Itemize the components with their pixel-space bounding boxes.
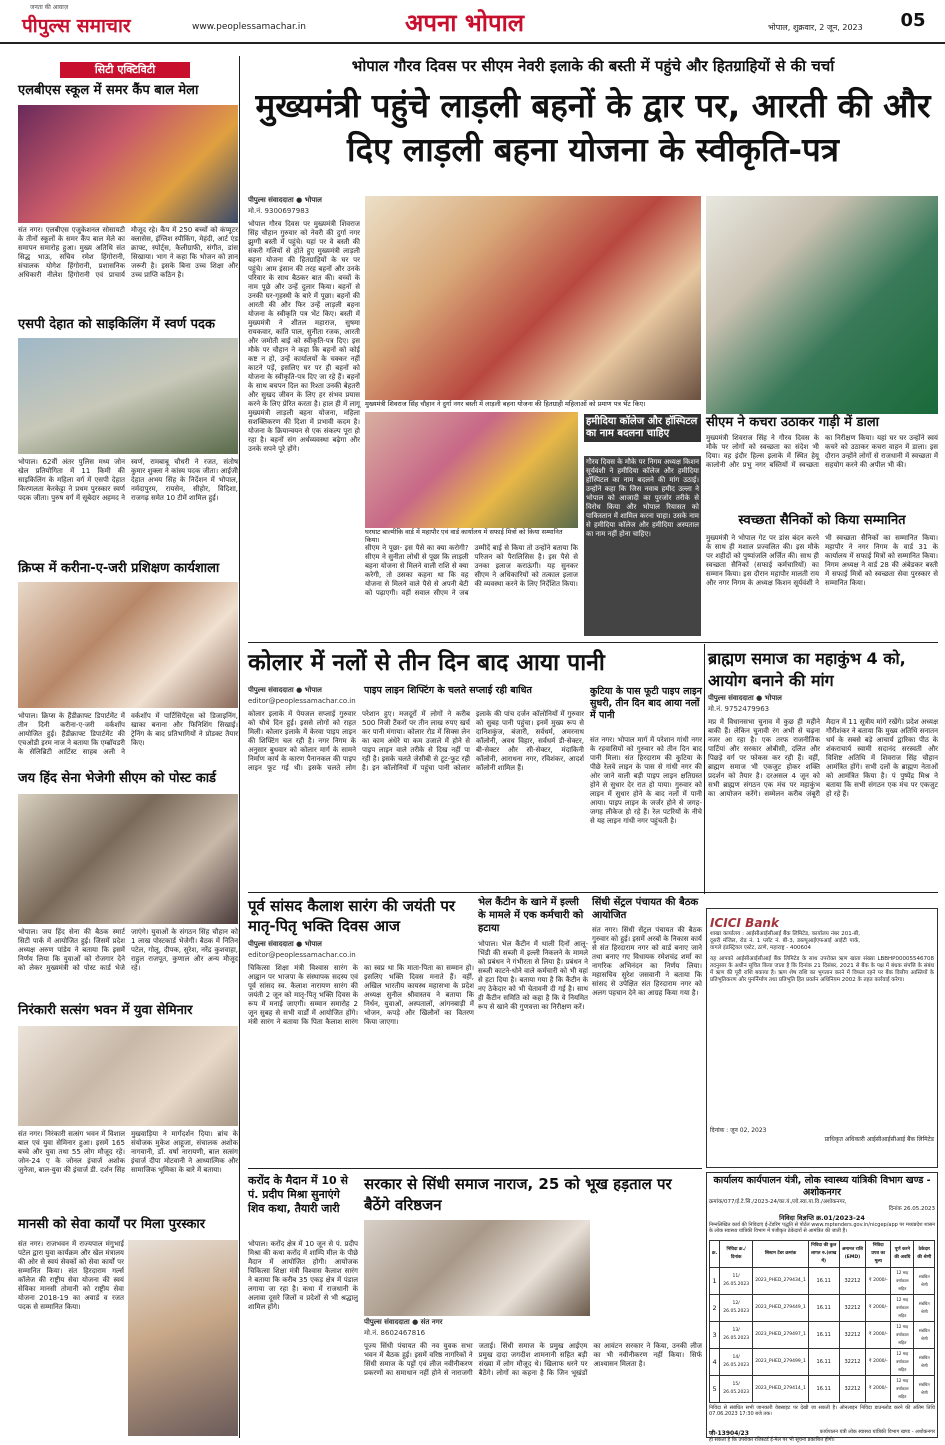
gandhi-nagar-title: कुटिया के पास फूटी पाइप लाइन सुधरी, तीन दिन बाद आया नलों में पानी [590,686,702,721]
canteen-text: भोपाल। भेल कैंटीन में थाली दिनों आलू-भिंडी की सब्जी में इल्ली निकलने के मामले को प्रबंधन ने गंभीरता से लिया है। प्रबंधन ने सब्जी काटने-धोने वाले कर्मचारी को भी वहां से हटा दिया है। बताया गया है कि कैंटीन के नए ठेकेदार को भी चेतावनी दी गई है। साथ ही कैंटीन समिति को कहा है कि वे नियमित रूप से खाने की गुणवत्ता का निरीक्षण करें। [478,940,588,1011]
cell-fee: ₹ 2000/- [866,1295,891,1322]
mansi-award-photo [128,1240,238,1436]
cell-period: 12 माह वर्षाकाल सहित [891,1322,914,1349]
brand-tagline: जनता की आवाज़ [30,4,69,11]
cell-system: 2023_PHED_279434_1 [753,1268,809,1295]
tender-notice-number: निविदा विज्ञप्ति क्र.01/2023-24 [779,1214,865,1222]
cell-cost: 16.11 [808,1349,839,1376]
lead-text: भोपाल गौरव दिवस पर मुख्यमंत्री शिवराज सिंह चौहान गुरुवार को नेवरी की दुर्गा नगर झुग्गी बस्ती में पहुंचे। यहां पर वे बस्ती की संकरी गलियों से होते हुए मुख्यमंत्री लाड़ली बहना योजना की हितग्राहियों के घर पर पहुंचे। आम इंसान की तरह बहनों और उनके परिवार के साथ बैठकर बात की। बच्चों के नाम पूछे और उन्हें दुलार किया। बहनों से उनकी घर-गृहस्थी के बारे में पूछा। बहनों की आरती की और फिर उन्हें लाड़ली बहना योजना के स्वीकृति पत्र भेंट किए। बस्ती में मुख्यमंत्री ने शीतल महाराज, सुषमा रायकवार, कांति पाल, सुनीता रजक, आरती और जमोती बाई को स्वीकृति-पत्र दिए। इस मौके पर चौहान ने कहा कि बहनों को कोई कष्ट न हो, उन्हें कार्यालयों के चक्कर नहीं काटने पड़ें, इसलिए घर पर ही बहनों को योजना के स्वीकृति-पत्र दिए जा रहे हैं। बहनों के साथ बचपन दिल का रिश्ता उनकी बेहतरी और सुखद जीवन के लिए हर संभव प्रयास करने के लिए प्रेरित करता है। हाल ही में लागू मुख्यमंत्री लाड़ली बहना योजना, महिला सशक्तिकरण की दिशा में प्रभावी कदम है। योजना के क्रियान्वयन से एक संकल्प पूरा हो रहा है। बहनों संग अर्थव्यवस्था बढ़ेगा और उनके सपने पूरे होंगे। [248,220,360,453]
nirankari-photo [18,1026,238,1126]
karond-headline: करोंद के मैदान में 10 से पं. प्रदीप मिश्रा सुनाएंगे शिव कथा, तैयारी जारी [248,1174,348,1215]
lead-byline: पीपुल्स संवाददाता ● भोपाल [248,196,322,204]
table-row [710,1295,935,1322]
left-story-5-text: संत नगर। निरंकारी सत्संग भवन में विशाल बाल एवं युवा सेमिनार हुआ। इसमें 165 बच्चे और युवा तथा 55 लोग मौजूद रहे। जोन-24 ए के जोनल इंचार्ज अशोक जुनेजा, बाल-युवा की इंचार्ज डी. दर्शन सिंह मुखवाड़िया ने मार्गदर्शन दिया। ब्रांच के संयोजक मुकेश आहूजा, संचालक अशोक नागवानी, डॉ. वर्षा नारायणी, बाल सत्संग इंचार्ज दीपा मोटवानी ने आध्यात्मिक और सामाजिक भूमिका के बारे में बताया। [18,1130,238,1174]
tender-table [709,1240,935,1403]
cell-no: 5 [710,1376,720,1403]
tender-footer: निविदा से संबंधित सभी जानकारी वेबसाइट पर देखी जा सकती है। ऑनलाइन निविदा डाउनलोड करने की अंतिम तिथि 07.06.2023 17:30 बजे तक। [709,1405,935,1417]
left-story-1-title: एलबीएस स्कूल में समर कैंप बाल मेला [18,83,199,98]
cell-fee: ₹ 2000/- [866,1376,891,1403]
crips-workshop-photo [18,582,238,708]
canteen-title: भेल कैंटीन के खाने में इल्ली के मामले में एक कर्मचारी को हटाया [478,897,584,934]
tender-bottom: हो सकता है कि उपरोक्त रजिस्टर्ड ई-मेल पर भी सूचना प्रकाशित होगी। [709,1437,835,1443]
kailash-headline: पूर्व सांसद कैलाश सारंग की जयंती पर मातृ-पितृ भक्ति दिवस आज [248,897,456,935]
sindhi-headline: सरकार से सिंधी समाज नाराज, 25 को भूख हड़ताल पर बैठेंगे वरिष्ठजन [364,1175,672,1214]
cell-no: 2 [710,1295,720,1322]
table-row [710,1349,935,1376]
table-row [710,1322,935,1349]
cell-category: संबंधित श्रेणी [914,1268,935,1295]
brahmin-headline: ब्राह्मण समाज का महाकुंभ 4 को, आयोग बनाने की मांग [708,649,906,690]
cell-notice: 13/ 26.05.2023 [720,1322,753,1349]
brahmin-byline: पीपुल्स संवाददाता ● भोपाल [708,694,782,702]
cell-system: 2023_PHED_279499_1 [753,1349,809,1376]
kailash-text: चिकित्सा शिक्षा मंत्री विश्वास सारंग के आह्वान पर भाजपा के संस्थापक सदस्य एवं पूर्व सांसद स्व. कैलाश नारायण सारंग की जयंती 2 जून को मातृ-पितृ भक्ति दिवस के रूप में मनाई जाएगी। सम्मान समारोह 2 जून सुबह से सभी वार्डों में आयोजित होंगे। मंत्री सारंग ने बताया कि पिता कैलाश सारंग का स्वप्न था कि माता-पिता का सम्मान हो। इसलिए भक्ति दिवस मनाते हैं। वहीं, अखिल भारतीय कायस्थ महासभा के प्रदेश अध्यक्ष सुनील श्रीवास्तव ने बताया कि निर्धन, युवाओं, अस्पतालों, आंगनबाड़ी में भोजन, कपड़े और खिलौनों का वितरण किया जाएगा। [248,964,474,1026]
icici-date: दिनांक : जून 02, 2023 [710,1127,767,1134]
section-title: अपना भोपाल [405,8,525,37]
sindhi-meeting-photo [364,1220,590,1316]
cell-category: संबंधित श्रेणी [914,1349,935,1376]
col-emd: अमानत राशि (EMD) [839,1241,866,1268]
cell-notice: 15/ 26.05.2023 [720,1376,753,1403]
left-story-5-title: निरंकारी सत्संग भवन में युवा सेमिनार [18,1003,193,1018]
cm-garbage-title: सीएम ने कचरा उठाकर गाड़ी में डाला [706,415,880,430]
cell-no: 4 [710,1349,720,1376]
cell-category: संबंधित श्रेणी [914,1322,935,1349]
sainik-title: स्वच्छता सैनिकों को किया सम्मानित [738,513,906,528]
sindhi-text: पूज्य सिंधी पंचायत की नव युवक सभा भवन में बैठक हुई। इसमें वरिष्ठ नागरिकों ने सिंधी समाज के पट्टों एवं लीज नवीनीकरण प्रकरणों का समाधान नहीं होने से नाराजगी जताई। सिंधी समाज के प्रमुख आईएम प्रमुख दादा जगदीश शामनानी सहित बड़ी संख्या में लोग मौजूद थे। खिलाफ धरने पर बैठेंगे। लोगों का कहना है कि जिन भूखंडों का आवंटन सरकार ने किया, उनकी लीज का भी नवीनीकरण नहीं किया। सिर्फ आश्वासन मिलता है। [364,1342,702,1377]
lead-headline: मुख्यमंत्री पहुंचे लाड़ली बहनों के द्वार पर, आरती की और दिए लाड़ली बहना योजना के स्वीकृति-पत्र [255,86,931,169]
cm-aarti-photo [365,196,701,400]
dateline: भोपाल, शुक्रवार, 2 जून, 2023 [768,23,863,32]
col-no: क्र. [710,1241,720,1268]
tender-ref-date: दिनांक 26.05.2023 [888,1206,935,1212]
hamidia-text: गौरव दिवस के मौके पर निगम अध्यक्ष किशन सूर्यवंशी ने हमीदिया कॉलेज और हमीदिया हॉस्पिटल का नाम बदलने की मांग उठाई। उन्होंने कहा कि जिस नवाब हमीद उल्ला ने भोपाल को आजादी का पुरजोर तरीके से विरोध किया और भोपाल रियासत को पाकिस्तान में शामिल करना चाहा। उसके नाम से हमीदिया कॉलेज और हमीदिया अस्पताल का नाम नहीं होना चाहिए। [584,456,701,636]
cell-notice: 12/ 26.05.2023 [720,1295,753,1322]
left-story-3-title: क्रिप्स में करीना-ए-जरी प्रशिक्षण कार्यशाला [18,561,220,576]
left-story-1-text: संत नगर। एलबीएस एजुकेशनल सोसायटी के तीनों स्कूलों के समर कैंप बाल मेले का समापन समारोह हुआ। मुख्य अतिथि संत सिद्ध भाऊ, सचिव रमेश हिंगोरानी, संचालक योगेश हिंगोरानी, प्रशासनिक अधिकारी नीलेश हिंगोरानी एवं प्राचार्य मौजूद रहे। कैंप में 250 बच्चों को कंप्यूटर क्लासेस, इंग्लिश स्पीकिंग, मेहंदी, आर्ट एंड क्राफ्ट, स्पोर्ट्स, कैलीग्राफी, संगीत, डांस सिखाया। भाग ने कहा कि भोजन को ज्ञान जरूरी है। इसके बिना उच्च शिक्षा और उच्च प्राप्ति कठिन है। [18,226,238,279]
cell-category: संबंधित श्रेणी [914,1376,935,1403]
mayor-felicitation-photo [365,412,578,528]
tender-notice [706,1172,938,1443]
cell-period: 12 माह वर्षाकाल सहित [891,1295,914,1322]
col-notice: निविदा क्र./ दिनांक [720,1241,753,1268]
table-row [710,1268,935,1295]
cell-emd: 32212 [839,1322,866,1349]
city-tag: सिटी एक्टिविटी [60,62,190,78]
cell-emd: 32212 [839,1268,866,1295]
hamidia-title: हमीदिया कॉलेज और हॉस्पिटल का नाम बदलना चाहिए [584,414,701,442]
lead-photo2-caption: घरघाट बाल्मीकि वार्ड में महापौर एवं वार्ड कार्यालय में सफाई मित्रों को किया सम्मानित किया। [365,528,578,538]
cell-category: संबंधित श्रेणी [914,1295,935,1322]
cell-notice: 11/ 26.05.2023 [720,1268,753,1295]
kolar-byline: पीपुल्स संवाददाता ● भोपाल [248,686,322,694]
sindhi-meeting-title: सिंधी सेंट्रल पंचायत की बैठक आयोजित [592,897,699,921]
cell-emd: 32212 [839,1376,866,1403]
brahmin-mobile: मो.नं. 9752479963 [708,705,770,713]
lead-mobile: मो.नं. 9300697983 [248,207,310,215]
sindhi-byline: पीपुल्स संवाददाता ● संत नगर [364,1318,443,1326]
lead-photo-caption: मुख्यमंत्री शिवराज सिंह चौहान ने दुर्गा नगर बस्ती में लाड़ली बहना योजना की हितग्राही महिलाओं को प्रमाण पत्र भेंट किए। [365,400,701,410]
cell-fee: ₹ 2000/- [866,1322,891,1349]
icici-head: शाखा कार्यालय : आईसीआईसीआई बैंक लिमिटेड, कार्यालय नंबर 201-बी, दूसरी मंजिल, रोड नं. 1 प्लॉट नं. बी-3, डब्ल्यूआईएफआई आईटी पार्क, वागले इंडस्ट्रियल एस्टेट, ठाणे, महाराष्ट्र - 400604 [710,931,860,951]
sainik-text: मुख्यमंत्री ने भोपाल गेट पर डांस बंदन करने के साथ ही मशाल प्रज्वलित की। इस मौके पर शहीदों को पुष्पांजलि अर्जित की। साथ ही स्वच्छता सैनिकों (सफाई कर्मचारियों) का सम्मान किया। इस दौरान महापौर मालती राय और नगर निगम के अध्यक्ष किशन सूर्यवंशी ने भी स्वच्छता सैनिकों का सम्मानित किया। महापौर ने नगर निगम के वार्ड 31 के कार्यालय में सफाई मित्रों को सम्मानित किया। निगम अध्यक्ष ने वार्ड 28 की अंबेडकर बस्ती में सफाई मित्रों को स्वच्छता सेवा पुरस्कार से सम्मानित किया। [706,534,938,587]
col-cost: निविदा की कुल लागत रु.(लाख में) [808,1241,839,1268]
col-fee: निविदा प्रपत्र का मूल्य [866,1241,891,1268]
kolar-subhead: पाइप लाइन शिफ्टिंग के चलते सप्लाई रही बाधित [364,685,532,696]
icici-logo: ICICI Bank [710,916,779,930]
left-story-4-text: भोपाल। जय हिंद सेना की बैठक स्मार्ट सिटी पार्क में आयोजित हुई। जिसमें प्रदेश अध्यक्ष अरुण पांडेय ने बताया कि इसमें निर्णय लिया कि युवाओं को रोजगार देने को लेकर मुख्यमंत्री को पोस्ट कार्ड भेजे जाएंगे। युवाओं के संगठन सिंह चौहान को 1 लाख पोस्टकार्ड भेजेगी। बैठक में नितिन पटेल, गोलू, दीपक, सुरेश, नरेंद्र कुशवाहा, राहुल राजपूत, कुणाल और अन्य मौजूद रहे। [18,928,238,972]
masthead [0,0,945,44]
tender-table-header [710,1241,935,1268]
site-url[interactable]: www.peoplessamachar.in [192,22,306,32]
left-story-4-title: जय हिंद सेना भेजेगी सीएम को पोस्ट कार्ड [18,771,217,786]
col-period: पूर्ण करने की अवधि [891,1241,914,1268]
kolar-email[interactable]: editor@peoplessamachar.co.in [248,697,356,705]
brahmin-text: मप्र में विधानसभा चुनाव में कुछ ही महीने बाकी हैं। लेकिन चुनावी रंग अभी से चढ़ना नजर आ रहा है। एक तरफ राजनीतिक पार्टियां और सरकार ओबीसी, दलित और पिछड़े वर्ग पर फोकस कर रही हैं। वहीं, ब्राह्मण समाज भी एकजुट होकर शक्ति प्रदर्शन को तैयार है। दरअसल 4 जून को सभी ब्राह्मण संगठन एक मंच पर महाकुंभ का आयोजन करेंगे। सम्मेलन करीब जंबूरी मैदान में 11 सूत्रीय मांगें रखेंगे। प्रदेश अध्यक्ष गौरीशंकर ने बताया कि मुख्य अतिथि सनातन धर्म के सबसे बड़े आचार्य द्वारिका पीठ के शंकराचार्य स्वामी सदानंद सरस्वती और विशिष्ट अतिथि में शिवराज सिंह चौहान आमंत्रित होंगे। सभी दलों के ब्राह्मण नेताओं को आमंत्रित किया है। पं पुष्पेंद्र मिश्र ने बताया कि सभी संगठन एक मंच पर एकजुट हो रहे हैं। [708,718,938,798]
cycling-photo [18,338,238,454]
cell-system: 2023_PHED_279449_1 [753,1295,809,1322]
summer-camp-photo [18,105,238,223]
tender-intro: निम्नलिखित कार्य की निविदाएं ई-टेंडरिंग पद्धति से पोर्टल www.mptenders.gov.in/nicgep/app पर मध्यप्रदेश शासन के लोक स्वास्थ्य यांत्रिकी विभाग में पंजीकृत ठेकेदारों से आमंत्रित की जाती हैं। [709,1222,935,1234]
col-category: ठेकेदार की श्रेणी [914,1241,935,1268]
left-story-2-text: भोपाल। 62वीं अंतर पुलिस मध्य जोन खेल प्रतियोगिता में 11 किमी की साइकिलिंग के महिला वर्ग में एसपी देहात किरणलता केरकेट्टा ने प्रथम पुरस्कार स्वर्ण पदक जीता। पुरुष वर्ग में सूबेदार अहमद ने स्वर्ण, रामबाबू चौधरी ने रजत, संतोष कुमार शुक्ला ने कांस्य पदक जीता। आईजी देहात अभय सिंह के निर्देशन में भोपाल, नर्मदापुरम, रायसेन, सीहोर, विदिशा, राजगढ़ समेत 10 टीमें शामिल हुई। [18,458,238,502]
icici-notice [706,908,938,1168]
cell-period: 12 माह वर्षाकाल सहित [891,1349,914,1376]
lead-kicker: भोपाल गौरव दिवस पर सीएम नेवरी इलाके की बस्ती में पहुंचे और हितग्राहियों से की चर्चा [351,57,835,75]
sindhi-mobile: मो.नं. 8602467816 [364,1329,426,1337]
kolar-text: कोलार इलाके में पेयजल सप्लाई गुरुवार को चौथे दिन हुई। इससे लोगों को राहत मिली। कोलार इलाके में केरवा पाइप लाइन की शिफ्टिंग चल रही है। नगर निगम के अनुसार बुधवार को कोलार मार्ग के सामने निर्माण कार्य के कारण पैनानकल की पाइप लाइन फूट गई थी। इसके चलते लोग परेशान हुए। मजदूरों में लोगों ने करीब 500 निजी टैंकरों पर तीन लाख रुपए खर्च कर पानी मंगाया। कोलार रोड में सिक्स लेन का काम अंधेरे या कम उजाले में होने से पाइप लाइन वाले तरीके से दिख नहीं पा रही है। इसके चलते जेसीबी से टूट-फूट रही है। इन कॉलोनियों में पहुंचा पानी कोलार इलाके की पांच दर्जन कॉलोनियों में गुरुवार को सुबह पानी पहुंचा। इनमें मुख्य रूप से दानिशकुंज, बंजारी, सर्वधर्म, अमरनाथ कॉलोनी, अवध विहार, सर्वधर्म डी-सेक्टर, बी-सेक्टर और सी-सेक्टर, मंदाकिनी कॉलोनी, आराधना नगर, रविशंकर, आदर्श कॉलोनी शामिल हैं। [248,710,584,772]
cell-cost: 16.11 [808,1295,839,1322]
kolar-headline: कोलार में नलों से तीन दिन बाद आया पानी [248,650,605,676]
cm-garbage-photo [706,196,938,414]
tender-ref: क्रमांक/077/ई.टे.सि./2023-24/का.यं./लो.स्वा.या.वि./अशोकनगर, [709,1199,847,1205]
karond-text: भोपाल। करोंद क्षेत्र में 10 जून से पं. प्रदीप मिश्रा की कथा करोंद में शाम्पि मील के पीछे मैदान में आयोजित होगी। आयोजक चिकित्सा शिक्षा मंत्री विश्वास कैलाश सारंग ने बताया कि करीब 35 एकड़ क्षेत्र में पंडाल लगाया जा रहा है। कथा में राजधानी के अलावा दूसरे जिलों व प्रदेशों से भी श्रद्धालु शामिल होंगे। [248,1240,358,1311]
left-story-6-title: मानसी को सेवा कार्यों पर मिला पुरस्कार [18,1217,206,1232]
cell-emd: 32212 [839,1295,866,1322]
left-story-2-title: एसपी देहात को साइकिलिंग में स्वर्ण पदक [18,317,215,332]
cell-period: 12 माह वर्षाकाल सहित [891,1376,914,1403]
cell-cost: 16.11 [808,1268,839,1295]
cell-period: 12 माह वर्षाकाल सहित [891,1268,914,1295]
tender-officer: कार्यपालन यंत्री लोक स्वास्थ्य यांत्रिकी विभाग खण्ड - अशोकनगर [819,1429,935,1435]
cell-system: 2023_PHED_279414_1 [753,1376,809,1403]
cm-garbage-text: मुख्यमंत्री शिवराज सिंह ने गौरव दिवस के मौके पर लोगों को स्वच्छता का संदेश भी दिया। वह इंदौर हिल्स इलाके में स्थित हेयू कालोनी और प्रभु नगर बस्तियों में स्वच्छता का निरीक्षण किया। यहां घर घर उन्होंने स्वयं कचरे को उठाकर कचरा वाहन में डाला। इस दौरान उन्होंने लोगों से राजधानी में स्वच्छता में सहयोग करने की अपील भी की। [706,434,938,469]
left-story-3-text: भोपाल। क्रिप्स के हैंडीक्राफ्ट डिपार्टमेंट में तीन दिनी करीना-ए-जरी वर्कशॉप आयोजित हुई। हैंडीक्राफ्ट डिपार्टमेंट की एचओडी इरम नाज ने बताया कि एम्ब्रॉयडरी के सेलिब्रिटी आर्टिस्ट साहब अली ने वर्कशॉप में पार्टिसिपेंट्स को डिजाइनिंग, खाका बनाना और फिनिशिंग सिखाई। ट्रेनिंग के बाद प्रतिभागियों ने प्रोडक्ट तैयार किए। [18,712,238,756]
page-number: 05 [900,10,926,31]
icici-text: यह आपको आईसीआईसीआई बैंक लिमिटेड के साथ उपरोक्त ऋण खाता संख्या LBBHP00005546708 तदनुसार के अधीन सूचित किया जाता है कि दिनांक 21 दिसंबर, 2021 से बैंक के पक्ष में बंधक संपत्ति के संबंध में ऋण की पूरी राशि बकाया है। ऋण शेष राशि का भुगतान करने में विफल रहने पर बैंक वित्तीय आस्तियों के प्रतिभूतिकरण और पुनर्निर्माण तथा प्रतिभूति हित प्रवर्तन अधिनियम 2002 के तहत कार्रवाई करेगा। [710,956,934,983]
cell-no: 3 [710,1322,720,1349]
cell-cost: 16.11 [808,1376,839,1403]
tender-ji: जी-13904/23 [709,1430,749,1437]
cell-cost: 16.11 [808,1322,839,1349]
cell-emd: 32212 [839,1349,866,1376]
table-row [710,1376,935,1403]
left-story-6-text: संत नगर। राजभवन में राज्यपाल मंगुभाई पटेल द्वारा युवा कार्यक्रम और खेल मंत्रालय की ओर से स्वयं सेवकों को सेवा कार्यों पर सम्मानित किया। संत हिरदाराम गर्ल्स कॉलेज की राष्ट्रीय सेवा योजना की स्वयं सेविका मानसी तोमानी को राष्ट्रीय सेवा योजना 2018-19 का अवार्ड व रजत पदक से सम्मानित किया। [18,1240,124,1311]
tender-title: कार्यालय कार्यपालन यंत्री, लोक स्वास्थ्य यांत्रिकी विभाग खण्ड - अशोकनगर [713,1175,931,1198]
cell-fee: ₹ 2000/- [866,1268,891,1295]
gandhi-nagar-text: संत नगर। भोपाल मार्ग में परेशान गांधी नगर के रहवासियों को गुरुवार को तीन दिन बाद पानी मिला। संत हिरदाराम की कुटिया के पीछे रेलवे लाइन के पास से गांधी नगर की ओर जाने वाली बड़ी पाइप लाइन क्षतिग्रस्त होने से सुधार देर रात हो पाया। गुरुवार को लाइन में सुधार होने के बाद नलों में पानी आया। पाइप लाइन के जर्जर होने से जगह-जगह लीकेज हो रहे हैं। रेल पटरियों के नीचे से यह लाइन गांधी नगर पहुंचती है। [590,736,702,825]
lead-qa: सीएम ने पूछा- इस पैसे का क्या करोगी? सीएम ने सुनीता लोधी से पूछा कि लाड़ली बहना योजना से मिलने वाली राशि से क्या करेगी, तो उसका कहना था कि वह योजना से मिलने वाले पैसे से अपनी बेटी को पढ़ाएगी। वहीं सवाल सीएम ने जब उम्मीदें बाई से किया तो उन्होंने बताया कि परिजन को पैरालिसिस है। इस पैसे से उनका इलाज कराऊंगी। यह सुनकर सीएम ने अधिकारियों को तत्काल इलाज की व्यवस्था करने के लिए निर्देशित किया। [365,544,578,597]
cell-fee: ₹ 2000/- [866,1349,891,1376]
kailash-byline: पीपुल्स संवाददाता ● भोपाल [248,940,322,948]
brand-logo: पीपुल्स समाचार [22,15,131,37]
kailash-email[interactable]: editor@peoplessamachar.co.in [248,951,356,959]
cell-no: 1 [710,1268,720,1295]
sindhi-meeting-text: संत नगर। सिंधी सेंट्रल पंचायत की बैठक गुरुवार को हुई। इसमें अरबों के निकास कार्य से संत हिरदाराम नगर को वार्ड बनाए जाने तथा बनाए गए विधायक रमेशचंद्र शर्मा का नागरिक अभिनंदन का निर्णय लिया। महासचिव सुरेश जसवानी ने बताया कि सांसद से उपेक्षित संत हिरदाराम नगर को अलग पहचान देने का आग्रह किया गया है। [592,926,702,997]
icici-sign: प्राधिकृत अधिकारी आईसीआईसीआई बैंक लिमिटेड [824,1136,934,1143]
jai-hind-sena-photo [18,794,238,924]
cell-notice: 14/ 26.05.2023 [720,1349,753,1376]
cell-system: 2023_PHED_279497_1 [753,1322,809,1349]
col-system: सिस्टम टेंडर क्रमांक [753,1241,809,1268]
